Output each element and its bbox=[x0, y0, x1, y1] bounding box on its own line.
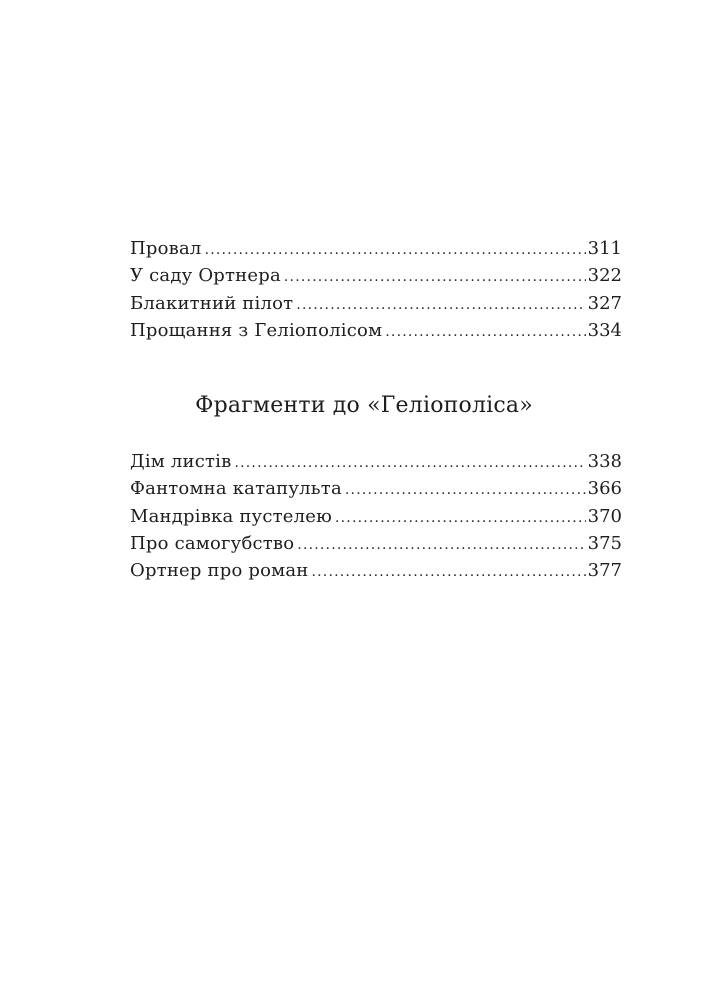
toc-entry-page: 311 bbox=[587, 238, 622, 259]
dot-leader bbox=[205, 237, 586, 264]
toc-entry-title: Ортнер про роман bbox=[130, 560, 309, 582]
toc-entry-title: У саду Ортнера bbox=[130, 265, 281, 287]
toc-entry[interactable] bbox=[130, 262, 622, 289]
toc-entry[interactable] bbox=[130, 235, 622, 262]
toc-entry[interactable] bbox=[130, 448, 622, 475]
toc-entry-title: Про самогубство bbox=[130, 532, 295, 554]
toc-entry-page: 377 bbox=[587, 560, 622, 582]
toc-entry-title: Блакитний пілот bbox=[130, 292, 294, 314]
toc-entry-page: 375 bbox=[587, 532, 622, 554]
dot-leader bbox=[297, 532, 585, 559]
toc-entry-page: 366 bbox=[587, 478, 622, 500]
toc-entry-title: Дім листів bbox=[130, 451, 232, 472]
dot-leader bbox=[312, 559, 586, 586]
toc-entry[interactable] bbox=[130, 530, 622, 557]
dot-leader bbox=[234, 450, 585, 477]
toc-entry[interactable] bbox=[130, 557, 622, 584]
toc-entry-page: 334 bbox=[587, 319, 622, 341]
toc-entry-page: 338 bbox=[587, 451, 622, 472]
toc-entry[interactable] bbox=[130, 290, 622, 317]
dot-leader bbox=[345, 477, 586, 504]
toc-entry-page: 322 bbox=[587, 265, 622, 287]
dot-leader bbox=[335, 505, 586, 532]
section-heading: Фрагменти до «Геліополіса» bbox=[195, 393, 533, 418]
toc-entry[interactable] bbox=[130, 317, 622, 344]
toc-entry-page: 370 bbox=[587, 505, 622, 527]
dot-leader bbox=[284, 264, 586, 291]
toc-entry-title: Прощання з Геліополісом bbox=[130, 319, 383, 341]
toc-list-main bbox=[130, 235, 622, 344]
toc-entry[interactable] bbox=[130, 503, 622, 530]
toc-entry-title: Мандрівка пустелею bbox=[130, 505, 332, 527]
toc-list-fragments bbox=[130, 448, 622, 584]
toc-entry-page: 327 bbox=[587, 292, 622, 314]
toc-entry-title: Фантомна катапульта bbox=[130, 478, 342, 500]
dot-leader bbox=[385, 319, 585, 346]
dot-leader bbox=[296, 292, 585, 319]
toc-entry-title: Провал bbox=[130, 238, 202, 259]
toc-entry[interactable] bbox=[130, 475, 622, 502]
